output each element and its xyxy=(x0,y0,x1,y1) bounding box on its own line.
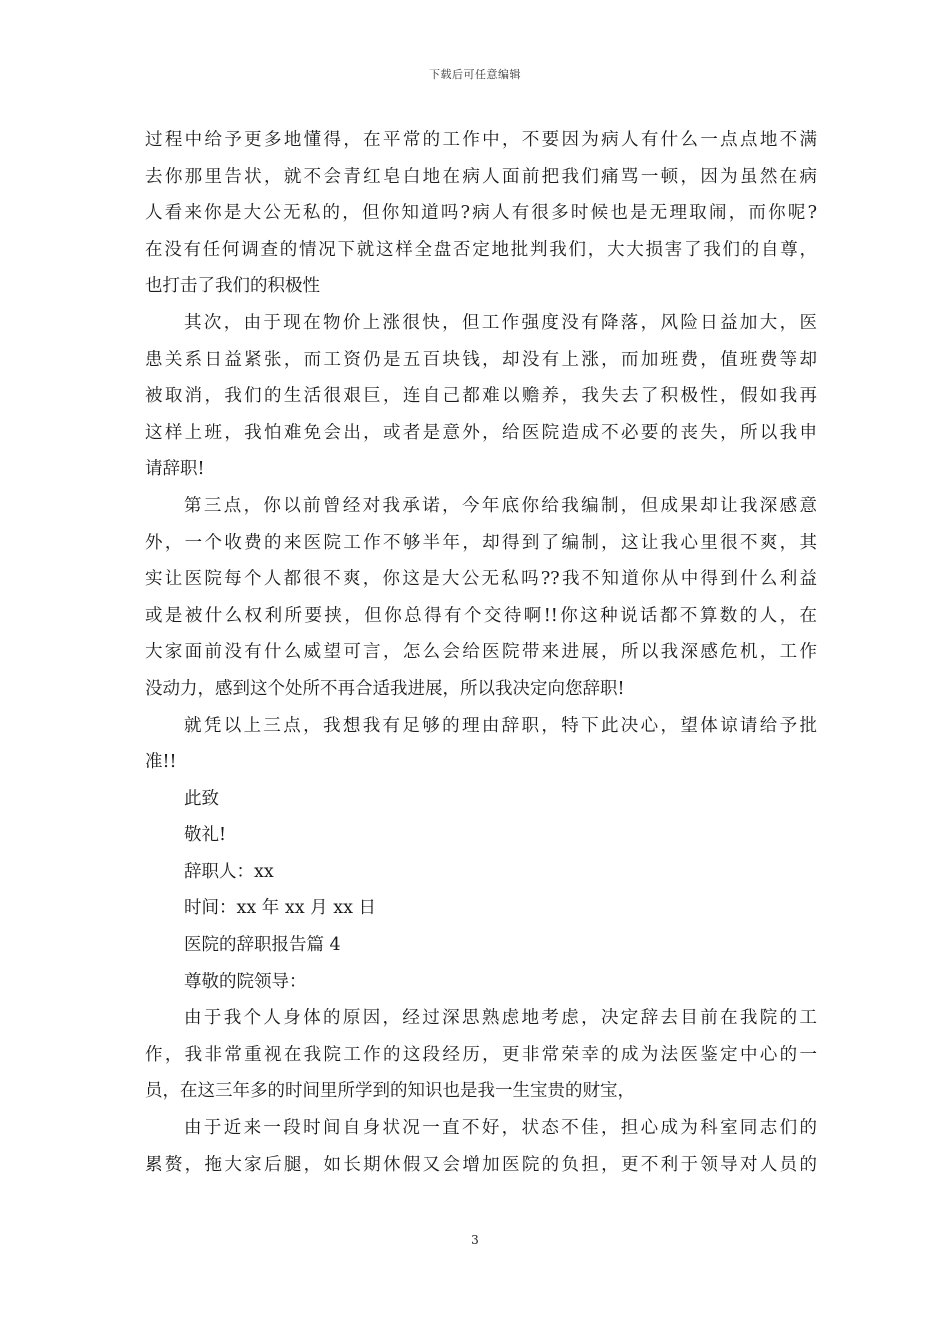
text-line: 去你那里告状，就不会青红皂白地在病人面前把我们痛骂一顿，因为虽然在病 xyxy=(145,166,817,187)
text-line: 患关系日益紧张，而工资仍是五百块钱，却没有上涨，而加班费，值班费等却 xyxy=(145,349,817,370)
text-line: 没动力，感到这个处所不再合适我进展，所以我决定向您辞职! xyxy=(145,678,625,699)
text-line: 也打击了我们的积极性 xyxy=(145,276,320,297)
text-line: 尊敬的院领导： xyxy=(184,971,307,992)
text-line: 或是被什么权利所要挟，但你总得有个交待啊!!你这种说话都不算数的人，在 xyxy=(145,605,817,626)
text-line: 这样上班，我怕难免会出，或者是意外，给医院造成不必要的丧失，所以我申 xyxy=(145,422,817,443)
text-line: 人看来你是大公无私的，但你知道吗?病人有很多时候也是无理取闹，而你呢? xyxy=(145,203,817,224)
text-line: 敬礼! xyxy=(184,825,227,846)
text-line: 辞职人：xx xyxy=(184,861,274,882)
text-line: 第三点，你以前曾经对我承诺，今年底你给我编制，但成果却让我深感意 xyxy=(184,495,817,516)
text-line: 此致 xyxy=(184,788,219,809)
text-line: 累赘，拖大家后腿，如长期休假又会增加医院的负担，更不利于领导对人员的 xyxy=(145,1154,817,1175)
page-number: 3 xyxy=(471,1233,479,1247)
text-line: 时间：xx 年 xx 月 xx 日 xyxy=(184,898,377,919)
text-line: 外，一个收费的来医院工作不够半年，却得到了编制，这让我心里很不爽，其 xyxy=(145,532,817,553)
text-line: 其次，由于现在物价上涨很快，但工作强度没有降落，风险日益加大，医 xyxy=(184,312,817,333)
text-line: 过程中给予更多地懂得，在平常的工作中，不要因为病人有什么一点点地不满 xyxy=(145,130,817,150)
text-line: 实让医院每个人都很不爽，你这是大公无私吗??我不知道你从中得到什么利益 xyxy=(145,569,817,590)
text-line: 准!! xyxy=(145,752,177,773)
text-line: 被取消，我们的生活很艰巨，连自己都难以赡养，我失去了积极性，假如我再 xyxy=(145,386,817,407)
text-line: 请辞职! xyxy=(145,459,205,480)
text-line: 大家面前没有什么威望可言，怎么会给医院带来进展，所以我深感危机，工作 xyxy=(145,642,817,663)
document-body xyxy=(145,122,817,1183)
text-line: 就凭以上三点，我想我有足够的理由辞职，特下此决心，望体谅请给予批 xyxy=(184,715,817,736)
page-header: 下载后可任意编辑 xyxy=(429,68,521,81)
text-line: 员，在这三年多的时间里所学到的知识也是我一生宝贵的财宝， xyxy=(145,1081,635,1102)
text-line: 由于近来一段时间自身状况一直不好，状态不佳，担心成为科室同志们的 xyxy=(184,1118,817,1139)
text-line: 由于我个人身体的原因，经过深思熟虑地考虑，决定辞去目前在我院的工 xyxy=(184,1008,817,1029)
text-line: 医院的辞职报告篇 4 xyxy=(184,935,341,956)
text-line: 作，我非常重视在我院工作的这段经历，更非常荣幸的成为法医鉴定中心的一 xyxy=(145,1044,817,1065)
text-line: 在没有任何调查的情况下就这样全盘否定地批判我们，大大损害了我们的自尊， xyxy=(145,239,817,260)
